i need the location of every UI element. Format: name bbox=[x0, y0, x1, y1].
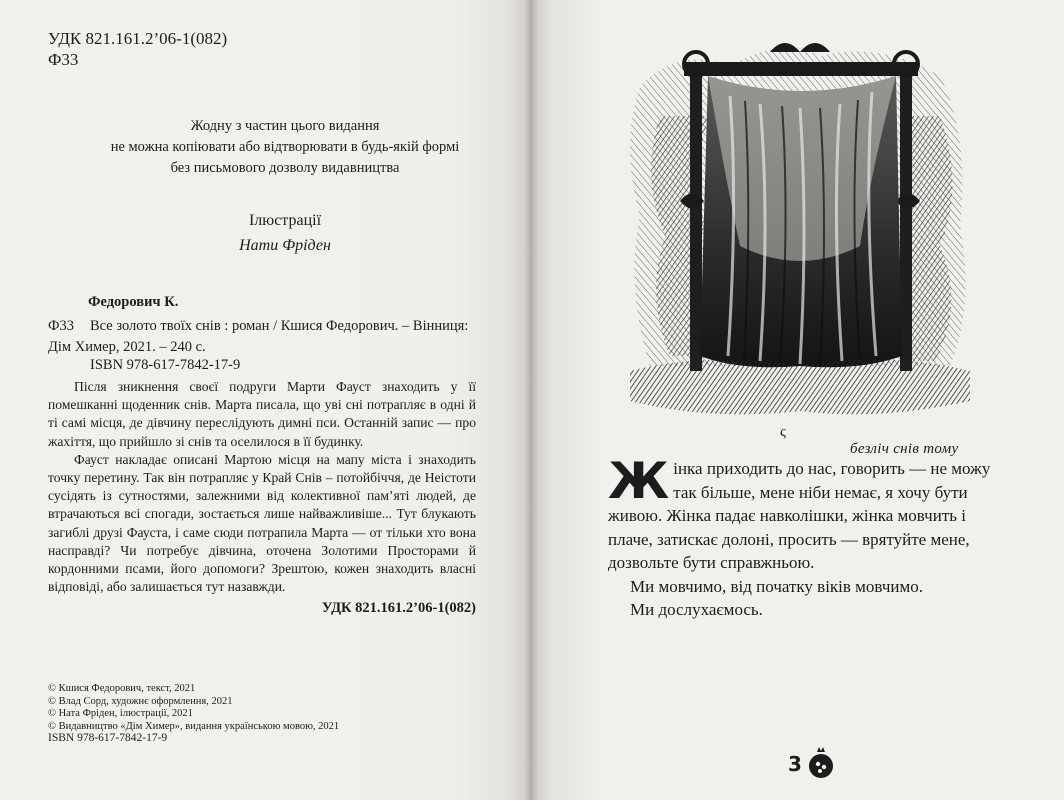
copyright-lines bbox=[48, 683, 339, 733]
notice-line: без письмового дозволу видавництва bbox=[170, 160, 400, 176]
pomegranate-ornament-icon bbox=[806, 746, 836, 782]
annotation-paragraph: Після зникнення своєї подруги Марти Фауст знаходить у її помешканні щоденник снів. Марта писала, що уві сні потрапляє в одні й ті самі місця, де дівчину переслідують димні пси. Останній запис — про жахіття, що прийшло зі снів та оселилося в її будинку. bbox=[48, 379, 476, 449]
author-heading: Федорович К. bbox=[88, 294, 179, 310]
bibliographic-record bbox=[48, 316, 476, 358]
copyright-line: © Кшися Федорович, текст, 2021 bbox=[48, 683, 196, 694]
story-paragraph bbox=[608, 452, 1014, 575]
udk-code-bottom: УДК 821.161.2’06-1(082) bbox=[321, 600, 476, 616]
book-gutter bbox=[524, 0, 538, 800]
story-paragraph: Ми дослухаємось. bbox=[630, 600, 763, 619]
bib-code: Ф33 bbox=[48, 318, 74, 334]
isbn-bottom: ISBN 978-617-7842-17-9 bbox=[48, 732, 168, 744]
drop-cap: Ж bbox=[608, 452, 670, 510]
udk-code-top: УДК 821.161.2’06-1(082) bbox=[48, 29, 228, 48]
story-paragraph-text: інка приходить до нас, говорить — не можу так більше, мене ніби немає, я хочу бути живою. Жінка падає навколішки, жінка мовчить і плаче, затискає долоні, просить — врятуйте мене, дозвольте бути справжньою. bbox=[608, 459, 991, 572]
illustrator-name: Нати Фріден bbox=[239, 237, 331, 254]
bib-line: Дім Химер, 2021. – 240 с. bbox=[48, 339, 206, 355]
curtain-illustration bbox=[620, 26, 980, 436]
page-number: 3 bbox=[788, 752, 802, 776]
epigraph: безліч снів тому bbox=[850, 441, 959, 457]
story-text bbox=[608, 452, 1014, 622]
bib-line: Все золото твоїх снів : роман / Кшися Федорович. – Вінниця: bbox=[90, 318, 469, 334]
illustrations-heading: Ілюстрації bbox=[248, 212, 322, 229]
annotation-paragraph: Фауст накладає описані Мартою місця на мапу міста і знаходить точку перетину. Так він потрапляє у Край Снів – потойбіччя, де Неістоти сусідять із сутностями, залежними від колективної пам’яті людей, де втрачаються всі спогади, зостається лише найважливіше... Тут блукають загиблі друзі Фауста, і саме сюди потрапила Марта — от тільки хто вона насправді? Чи потребує дівчина, оточена Золотими Просторами й кордонними псами, його допомоги? Зрештою, кожен знаходить власні відповіді, або залишається тут назавжди. bbox=[48, 451, 476, 595]
annotation bbox=[48, 378, 476, 596]
copyright-line: © Видавництво «Дім Химер», видання українською мовою, 2021 bbox=[48, 720, 340, 732]
story-paragraph: Ми мовчимо, від початку віків мовчимо. bbox=[630, 576, 923, 596]
copyright-line: © Влад Сорд, художнє оформлення, 2021 bbox=[48, 695, 233, 707]
catalog-code-top: Ф33 bbox=[48, 50, 79, 69]
udk-block-top bbox=[48, 28, 227, 70]
isbn: ISBN 978-617-7842-17-9 bbox=[90, 357, 241, 373]
notice-line: не можна копіювати або відтворювати в будь-якій формі bbox=[110, 139, 460, 155]
notice-line: Жодну з частин цього видання bbox=[190, 118, 380, 134]
chapter-mark: ς bbox=[780, 424, 786, 440]
copyright-line: © Ната Фріден, ілюстрації, 2021 bbox=[48, 708, 193, 720]
copyright-notice bbox=[90, 116, 480, 179]
left-page bbox=[0, 0, 530, 800]
